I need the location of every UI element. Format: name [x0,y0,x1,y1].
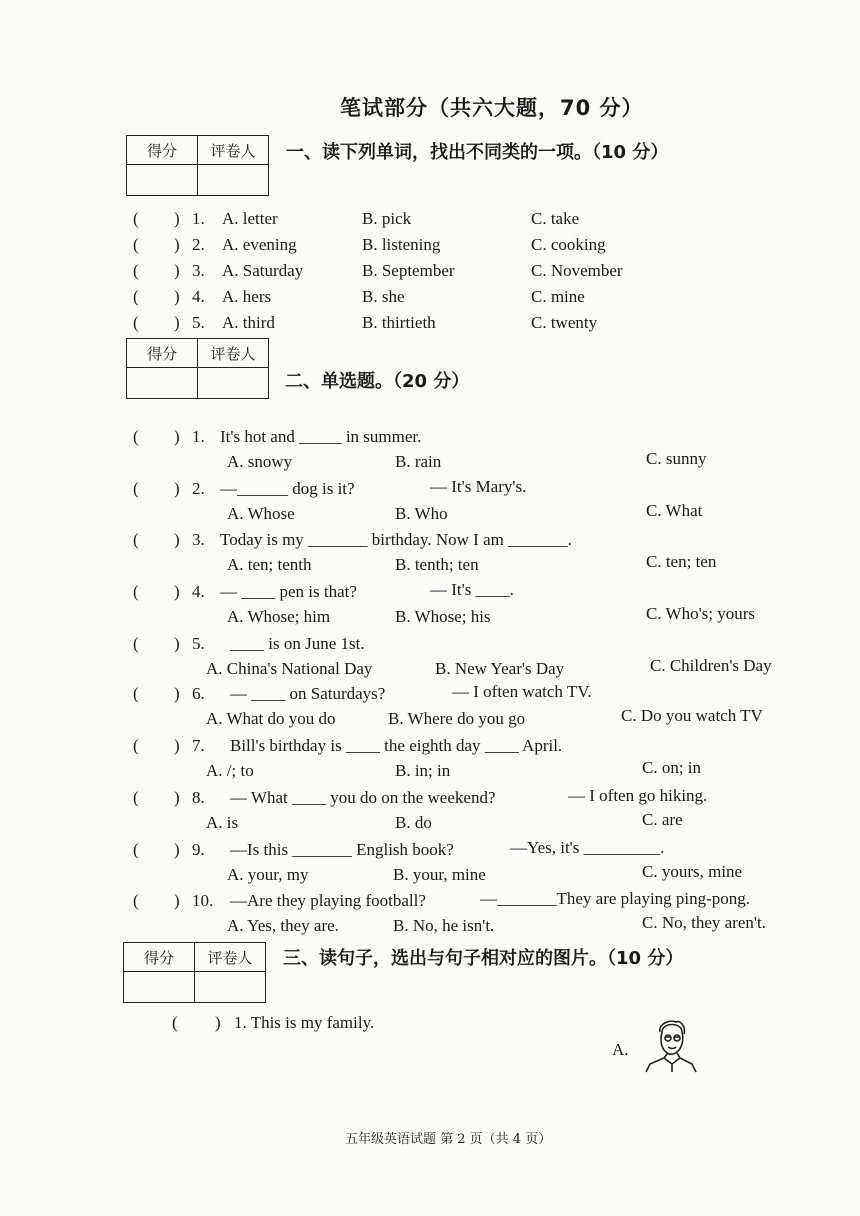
answer-paren-open: ( [133,287,139,306]
answer-paren-close: ) [174,209,180,228]
option-a: A. ten; tenth [227,555,312,574]
question-text-response: — It's Mary's. [430,477,527,496]
answer-paren-close: ) [174,634,180,653]
question-number: 5. [192,313,205,332]
option-b: B. New Year's Day [435,659,565,678]
answer-paren-open: ( [133,427,139,446]
option-b: B. Whose; his [395,607,491,626]
answer-paren-open: ( [133,313,139,332]
answer-paren-open: ( [133,840,139,859]
option-c: C. mine [531,287,585,306]
option-b: B. September [362,261,455,280]
question-number: 4. [192,287,205,306]
option-a: A. What do you do [206,709,336,728]
score-box-1 [126,135,269,196]
option-b: B. Where do you go [388,709,526,728]
option-b: B. pick [362,209,412,228]
answer-paren-open: ( [133,530,139,549]
question-number: 6. [192,684,205,703]
option-b: B. thirtieth [362,313,436,332]
score-label: 得分 [124,943,195,972]
section3-item-1: 1. This is my family. [234,1013,375,1032]
section2-heading: 二、单选题。（20 分） [285,371,470,392]
answer-blank[interactable] [143,209,171,229]
option-c: C. take [531,209,580,228]
question-text: ____ is on June 1st. [230,634,365,653]
answer-blank[interactable] [143,479,171,499]
option-c: C. No, they aren't. [642,913,766,932]
option-c: C. November [531,261,623,280]
answer-blank[interactable] [143,287,171,307]
question-number: 7. [192,736,205,755]
question-text: — What ____ you do on the weekend? [230,788,496,807]
score-field[interactable] [127,165,198,196]
option-a: A. Yes, they are. [227,916,339,935]
option-b: B. she [362,287,405,306]
option-a: A. evening [222,235,297,254]
option-b: B. Who [395,504,448,523]
question-text: —______ dog is it? [220,479,355,498]
score-field[interactable] [124,972,195,1003]
option-c: C. Who's; yours [646,604,756,623]
option-c: C. Do you watch TV [621,706,763,725]
option-a: A. Whose; him [227,607,331,626]
option-a-label: A. [612,1040,629,1059]
answer-paren-open: ( [133,634,139,653]
option-c: C. twenty [531,313,598,332]
question-number: 3. [192,530,205,549]
option-a: A. China's National Day [206,659,373,678]
answer-paren-close: ) [215,1013,221,1032]
option-c: C. are [642,810,683,829]
option-c: C. What [646,501,703,520]
answer-blank[interactable] [143,582,171,602]
option-a: A. your, my [227,865,309,884]
question-text-response: — I often watch TV. [452,682,592,701]
question-text-response: — I often go hiking. [568,786,708,805]
question-number: 8. [192,788,205,807]
answer-paren-open: ( [133,479,139,498]
option-c: C. ten; ten [646,552,717,571]
answer-paren-open: ( [133,788,139,807]
question-number: 2. [192,235,205,254]
option-a: A. third [222,313,275,332]
question-text: Bill's birthday is ____ the eighth day ____ April. [230,736,563,755]
section3-heading: 三、读句子，选出与句子相对应的图片。（10 分） [283,948,684,969]
question-number: 2. [192,479,205,498]
answer-blank[interactable] [143,736,171,756]
answer-paren-close: ) [174,479,180,498]
option-a: A. snowy [227,452,293,471]
answer-paren-close: ) [174,684,180,703]
option-a: A. is [206,813,239,832]
answer-paren-close: ) [174,287,180,306]
question-text-response: — It's ____. [430,580,514,599]
answer-blank[interactable] [143,634,171,654]
answer-blank[interactable] [143,261,171,281]
option-b: B. in; in [395,761,451,780]
option-c: C. cooking [531,235,606,254]
answer-blank[interactable] [143,313,171,333]
answer-paren-open: ( [133,891,139,910]
option-a: A. hers [222,287,272,306]
answer-paren-close: ) [174,736,180,755]
question-text: —Are they playing football? [230,891,426,910]
answer-paren-close: ) [174,530,180,549]
option-a: A. letter [222,209,278,228]
answer-paren-open: ( [133,209,139,228]
answer-paren-open: ( [133,261,139,280]
answer-paren-close: ) [174,427,180,446]
answer-blank[interactable] [143,530,171,550]
answer-paren-close: ) [174,891,180,910]
grader-field[interactable] [198,368,269,399]
answer-blank[interactable] [143,427,171,447]
score-label: 得分 [127,339,198,368]
answer-paren-close: ) [174,235,180,254]
page-footer: 五年级英语试题 第 2 页（共 4 页） [345,1132,552,1147]
question-number: 1. [192,209,205,228]
option-b: B. your, mine [393,865,486,884]
page-title: 笔试部分（共六大题，70 分） [340,96,644,120]
option-b: B. rain [395,452,442,471]
person-picture [640,1018,702,1074]
option-a: A. Saturday [222,261,304,280]
answer-blank[interactable] [143,891,171,911]
grader-label: 评卷人 [198,136,269,165]
question-number: 1. [192,427,205,446]
question-text-response: —_______They are playing ping-pong. [480,889,751,908]
answer-paren-open: ( [133,582,139,601]
question-number: 5. [192,634,205,653]
score-box-2 [126,338,269,399]
question-text-response: —Yes, it's _________. [510,838,665,857]
option-c: C. on; in [642,758,702,777]
score-box-3 [123,942,266,1003]
answer-paren-close: ) [174,582,180,601]
score-label: 得分 [127,136,198,165]
option-c: C. sunny [646,449,707,468]
grader-field[interactable] [195,972,266,1003]
question-text: Today is my _______ birthday. Now I am _______. [220,530,572,549]
answer-paren-open: ( [172,1013,178,1032]
answer-paren-open: ( [133,235,139,254]
option-b: B. No, he isn't. [393,916,495,935]
answer-paren-open: ( [133,736,139,755]
option-b: B. listening [362,235,441,254]
question-text: — ____ pen is that? [220,582,357,601]
answer-paren-open: ( [133,684,139,703]
option-b: B. do [395,813,432,832]
option-c: C. Children's Day [650,656,772,675]
answer-blank[interactable] [143,235,171,255]
answer-blank[interactable] [143,840,171,860]
question-number: 9. [192,840,205,859]
grader-label: 评卷人 [198,339,269,368]
answer-paren-close: ) [174,840,180,859]
grader-field[interactable] [198,165,269,196]
answer-paren-close: ) [174,313,180,332]
answer-paren-close: ) [174,261,180,280]
question-text: It's hot and _____ in summer. [220,427,422,446]
question-text: — ____ on Saturdays? [230,684,386,703]
option-c: C. yours, mine [642,862,743,881]
question-number: 10. [192,891,214,910]
question-number: 3. [192,261,205,280]
score-field[interactable] [127,368,198,399]
question-text: —Is this _______ English book? [230,840,454,859]
answer-blank[interactable] [143,684,171,704]
section1-heading: 一、读下列单词，找出不同类的一项。（10 分） [286,142,669,163]
question-number: 4. [192,582,205,601]
option-b: B. tenth; ten [395,555,479,574]
answer-paren-close: ) [174,788,180,807]
answer-blank[interactable] [143,788,171,808]
grader-label: 评卷人 [195,943,266,972]
option-a: A. Whose [227,504,295,523]
option-a: A. /; to [206,761,254,780]
